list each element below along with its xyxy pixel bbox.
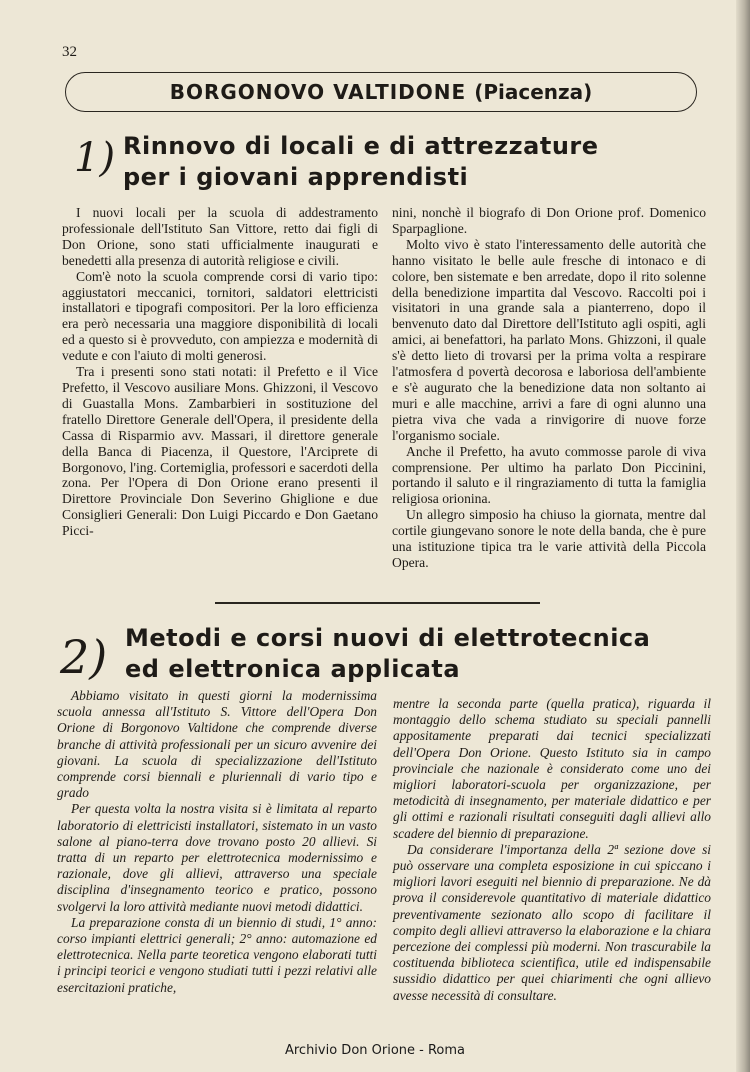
section-2-title <box>125 623 725 685</box>
paragraph-continuation: nini, nonchè il biografo di Don Orione prof. Domenico Sparpaglione. <box>392 205 706 236</box>
section-1-title-line-2: per i giovani apprendisti <box>123 163 469 191</box>
section-1-right-column <box>392 205 706 571</box>
section-2-right-column <box>393 696 711 1004</box>
paragraph: Tra i presenti sono stati notati: il Prefetto e il Vice Prefetto, il Vescovo ausiliare Mons. Ghizzoni, il Vescovo di Guastalla Mons. Zambarbieri in sostituzione del fratello Direttore Generale dell'Opera, il presidente della Cassa di Risparmio avv. Massari, il direttore generale della Banca di Piacenza, il Questore, l'Arciprete di Borgonovo, l'ing. Cortemiglia, professori e sacerdoti della zona. Per l'Opera di Don Orione erano presenti il Direttore Provinciale Don Severino Ghiglione e due Consiglieri Generali: Don Luigi Piccardo e Don Gaetano Picci- <box>62 364 378 539</box>
section-divider <box>215 602 540 604</box>
section-2-number: 2) <box>60 630 108 684</box>
section-1-left-column <box>62 205 378 539</box>
paragraph: Molto vivo è stato l'interessamento delle autorità che hanno visitato le belle aule fresche di intonaco e di colore, ben sistemate e ben arredate, dopo il rito solenne della benedizione impartita dal Vescovo. Raccolti poi i visitatori in una grande sala a pianterreno, dopo il benvenuto dato dal Direttore dell'Istituto agli ospiti, agli amici, ai benefattori, ha parlato Mons. Ghizzoni, il quale s'è detto lieto di trovarsi per la prima volta a respirare l'atmosfera d povertà decorosa e laboriosa dell'ambiente e s'è augurato che la benedizione data non soltanto ai muri e alle macchine, arrivi a fare di ogni alunno una pietra viva che vada a rinvigorire di nuove forze l'organismo sociale. <box>392 236 706 443</box>
paragraph: Per questa volta la nostra visita si è limitata al reparto laboratorio di elettricisti installatori, sistemato in un vasto salone al piano-terra dove trovano posto 20 allievi. Si tratta di un reparto per elettrotecnica modernissimo e razionale, dove gli allievi, attraverso una speciale disciplina d'insegnamento teorico e pratico, possono svolgervi la loro attività mediante nuovi metodi didattici. <box>57 801 377 914</box>
section-2-title-line-1: Metodi e corsi nuovi di elettrotecnica <box>125 624 651 652</box>
banner-province: (Piacenza) <box>474 80 593 104</box>
paragraph: Da considerare l'importanza della 2ª sezione dove si può osservare una completa esposizione in cui spiccano i migliori lavori eseguiti nel biennio di preparazione. Ne dà prova il considerevole quantitativo di materiale didattico preventivamente sezionato allo scopo di facilitare il compito degli allievi attraverso la elaborazione e la chiara percezione dei complessi più moderni. Non trascurabile la costituenda biblioteca scientifica, utile ed indispensabile sussidio didattico per quei chiarimenti che ogni allievo avesse necessità di consultare. <box>393 841 711 1003</box>
section-1-title <box>123 131 703 193</box>
section-1-title-line-1: Rinnovo di locali e di attrezzature <box>123 132 599 160</box>
page-number: 32 <box>62 44 77 60</box>
paragraph: Abbiamo visitato in questi giorni la modernissima scuola annessa all'Istituto S. Vittore dell'Opera Don Orione di Borgonovo Valtidone che comprende diverse branche di attività professionali per un sicuro avvenire dei giovani. La scuola di specializzazione dell'Istituto comprende corsi biennali e pluriennali di vario tipo e grado <box>57 688 377 801</box>
paragraph: Anche il Prefetto, ha avuto commosse parole di viva comprensione. Per ultimo ha parlato Don Piccinini, portando il saluto e il ringraziamento di tutta la famiglia religiosa orionina. <box>392 443 706 507</box>
archive-footer: Archivio Don Orione - Roma <box>284 1043 466 1058</box>
banner-place: BORGONOVO VALTIDONE <box>169 80 467 104</box>
section-2-title-line-2: ed elettronica applicata <box>125 655 461 683</box>
location-banner <box>65 72 697 112</box>
section-2-left-column <box>57 688 377 996</box>
paragraph: Com'è noto la scuola comprende corsi di vario tipo: aggiustatori meccanici, tornitori, saldatori elettricisti installatori e tipografi compositori. Per la loro efficienza era però necessaria una maggiore disponibilità di locali ed a questo si è provveduto, con ampiezza e modernità di vedute e con l'aiuto di molti generosi. <box>62 268 378 364</box>
paragraph-continuation: mentre la seconda parte (quella pratica), riguarda il montaggio dello schema studiato su speciali pannelli appositamente preparati dai tecnici specializzati dell'Opera Don Orione. Questo Istituto sia in campo provinciale che nazionale è considerato come uno dei migliori laboratori-scuola per organizzazione, per metodicità di insegnamento, per materiale didattico e per gli ottimi e razionali risultati conseguiti dagli allievi allo scadere del biennio di preparazione. <box>393 696 711 841</box>
section-1-number: 1) <box>74 135 116 181</box>
paragraph: La preparazione consta di un biennio di studi, 1° anno: corso impianti elettrici generali; 2° anno: automazione ed elettrotecnica. Nella parte teoretica vengono elaborati tutti i principi teorici e vengono studiati tutti i pezzi relativi alle esercitazioni pratiche, <box>57 914 377 995</box>
paragraph: I nuovi locali per la scuola di addestramento professionale dell'Istituto San Vittore, retto dai figli di Don Orione, sono stati ufficialmente inaugurati e benedetti alla presenza di autorità religiose e civili. <box>62 205 378 268</box>
paragraph: Un allegro simposio ha chiuso la giornata, mentre dal cortile giungevano sonore le note della banda, che è pure una istituzione tipica tra le varie attività della Piccola Opera. <box>392 507 706 570</box>
page-edge <box>736 0 750 1072</box>
